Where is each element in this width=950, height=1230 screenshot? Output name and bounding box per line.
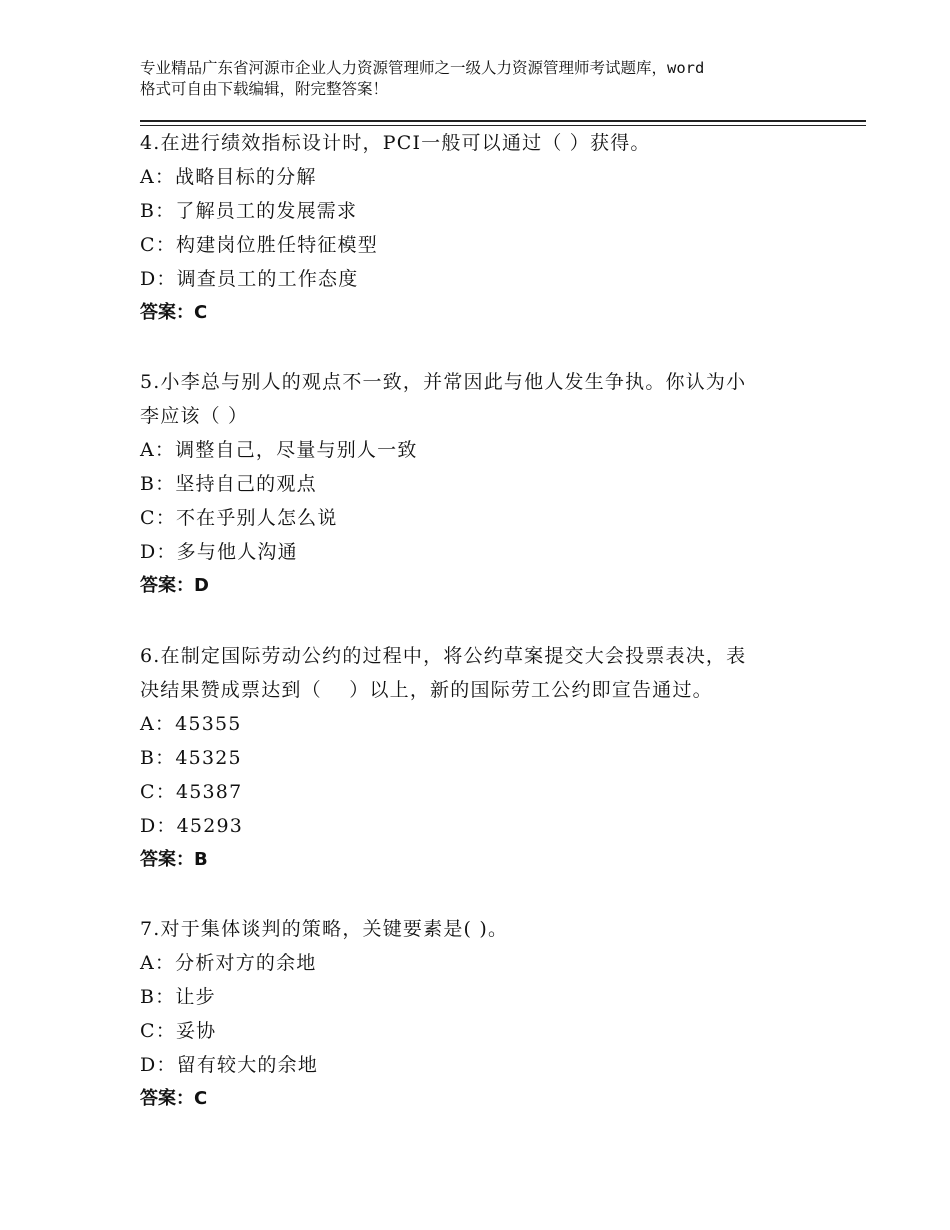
- answer-label: 答案：D: [140, 575, 209, 596]
- question-stem-line: 5.小李总与别人的观点不一致，并常因此与他人发生争执。你认为小: [140, 371, 747, 393]
- question-stem: [140, 912, 820, 946]
- question-stem-line: 6.在制定国际劳动公约的过程中，将公约草案提交大会投票表决，表: [140, 645, 747, 667]
- question-stem-line: 决结果赞成票达到（ ）以上，新的国际劳工公约即宣告通过。: [140, 679, 713, 701]
- option-b: B：让步: [140, 986, 216, 1008]
- option-c: C：妥协: [140, 1020, 217, 1042]
- answer-label: 答案：C: [140, 1088, 208, 1109]
- option-b: B：坚持自己的观点: [140, 473, 317, 495]
- option-b: B：了解员工的发展需求: [140, 200, 358, 222]
- header-line-2: 格式可自由下载编辑，附完整答案！: [140, 80, 389, 98]
- header-line-1: 专业精品广东省河源市企业人力资源管理师之一级人力资源管理师考试题库，word: [140, 59, 705, 77]
- question-5: [140, 365, 820, 603]
- option-d: D：45293: [140, 815, 244, 837]
- question-stem: [140, 639, 820, 707]
- option-d: D：调查员工的工作态度: [140, 268, 359, 290]
- option-a: A：分析对方的余地: [140, 952, 317, 974]
- option-c: C：45387: [140, 781, 243, 803]
- option-a: A：战略目标的分解: [140, 166, 317, 188]
- question-stem-line: 李应该（ ）: [140, 405, 249, 427]
- option-a: A：45355: [140, 713, 242, 735]
- question-stem: [140, 126, 820, 160]
- option-b: B：45325: [140, 747, 242, 769]
- option-c: C：不在乎别人怎么说: [140, 507, 338, 529]
- answer-label: 答案：C: [140, 302, 208, 323]
- option-d: D：多与他人沟通: [140, 541, 298, 563]
- option-d: D：留有较大的余地: [140, 1054, 319, 1076]
- answer-label: 答案：B: [140, 849, 208, 870]
- question-stem-line: 4.在进行绩效指标设计时，PCI一般可以通过（ ）获得。: [140, 132, 651, 154]
- question-6: [140, 639, 820, 877]
- document-header: [140, 58, 840, 100]
- question-stem: [140, 365, 820, 433]
- header-divider-thick: [140, 120, 866, 122]
- question-7: [140, 912, 820, 1116]
- option-a: A：调整自己，尽量与别人一致: [140, 439, 418, 461]
- question-stem-line: 7.对于集体谈判的策略，关键要素是( )。: [140, 918, 509, 940]
- question-4: [140, 126, 820, 330]
- option-c: C：构建岗位胜任特征模型: [140, 234, 378, 256]
